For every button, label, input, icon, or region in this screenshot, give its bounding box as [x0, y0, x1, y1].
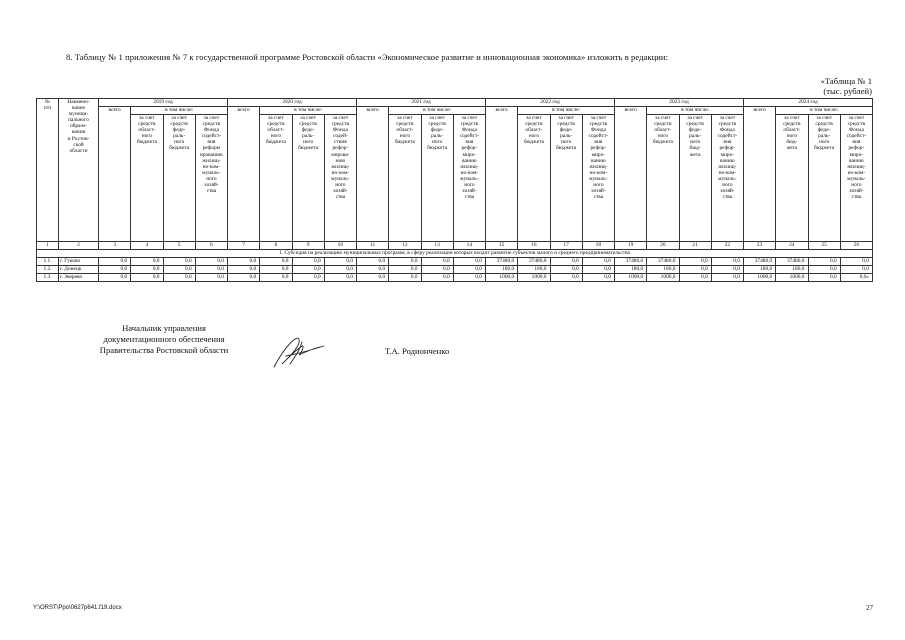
table-cell: 0,0: [163, 266, 195, 274]
table-cell: 37480,0: [518, 258, 550, 266]
header-municipality: Наимено- вание муници- пального образо- вания и Ростов- ской области: [59, 99, 99, 242]
table-cell: 0,0: [324, 258, 356, 266]
header-including: в том числе:: [518, 107, 615, 115]
table-cell: 0,0: [421, 266, 453, 274]
header-funding-source: за счет средств феде- раль- ного бюджета: [163, 115, 195, 242]
table-cell: 0,0: [357, 274, 389, 282]
table-cell: 180,0: [647, 266, 679, 274]
column-number: 23: [744, 242, 776, 250]
table-cell: 0,0: [840, 266, 872, 274]
section-row: [37, 250, 873, 258]
table-cell: 0,0: [582, 274, 614, 282]
table-cell: 0,0: [228, 274, 260, 282]
table-cell: 0,0: [421, 258, 453, 266]
table-cell: 0,0: [453, 258, 485, 266]
table-cell: 0,0: [357, 258, 389, 266]
header-funding-source: за счет средств област- ного бюджета: [647, 115, 679, 242]
table-cell: 37480,0: [615, 258, 647, 266]
header-funding-source: за счет средств област- ного бюджета: [131, 115, 163, 242]
table-cell: 0,0: [453, 266, 485, 274]
row-number: 1.2.: [37, 266, 59, 274]
header-total: всего: [744, 107, 776, 242]
column-number: 9: [292, 242, 324, 250]
table-cell: 0,0: [808, 258, 840, 266]
table-cell: 180,0: [615, 266, 647, 274]
signatory-title: [64, 323, 264, 356]
column-number: 7: [228, 242, 260, 250]
table-cell: 0,0: [131, 266, 163, 274]
column-number: 15: [486, 242, 518, 250]
header-year: 2024 год: [744, 99, 873, 107]
page-number: 27: [866, 604, 873, 612]
column-number: 14: [453, 242, 485, 250]
column-number: 12: [389, 242, 421, 250]
table-cell: 0,0: [99, 266, 131, 274]
header-funding-source: за счет средств феде- раль- ного бюджета: [808, 115, 840, 242]
column-number: 6: [195, 242, 227, 250]
column-numbers-row: [37, 242, 873, 250]
table-cell: 0,0: [163, 258, 195, 266]
table-cell: 0,0: [679, 266, 711, 274]
column-number: 1: [37, 242, 59, 250]
table-cell: 1000,0: [518, 274, 550, 282]
table-cell: 180,0: [744, 266, 776, 274]
column-number: 17: [550, 242, 582, 250]
column-number: 11: [357, 242, 389, 250]
table-cell: 37480,0: [776, 258, 808, 266]
column-number: 10: [324, 242, 356, 250]
table-cell: 0,0: [389, 274, 421, 282]
row-municipality: г. Зверево: [59, 274, 99, 282]
row-municipality: г. Донецк: [59, 266, 99, 274]
header-row-years: [37, 99, 873, 107]
header-including: в том числе:: [647, 107, 744, 115]
header-funding-source: за счет средств Фонда содейст- вия рефор- миро- ванию жилищ- но-ком- муналь- ного хозяй- ства: [711, 115, 743, 242]
table-cell: 37480,0: [647, 258, 679, 266]
table-cell: 0,0: [550, 266, 582, 274]
table-cell: 0,0: [195, 258, 227, 266]
header-total: всего: [99, 107, 131, 242]
table-cell: 0,0: [324, 266, 356, 274]
header-total: всего: [486, 107, 518, 242]
table-cell: 0,0: [324, 274, 356, 282]
table-cell: 180,0: [518, 266, 550, 274]
header-year: 2023 год: [615, 99, 744, 107]
table-unit: (тыс. рублей): [823, 86, 872, 96]
header-funding-source: за счет средств област- ного бюджета: [518, 115, 550, 242]
table-cell: 0,0: [421, 274, 453, 282]
table-cell: 0,0: [711, 258, 743, 266]
column-number: 20: [647, 242, 679, 250]
table-cell: 0,0: [808, 266, 840, 274]
column-number: 25: [808, 242, 840, 250]
header-funding-source: за счет средств Фонда содейст- вия реформ ированию жилищ- но-ком- муналь- ного хозяй- ства: [195, 115, 227, 242]
table-cell: 0,0: [711, 266, 743, 274]
table-cell: 0,0: [550, 258, 582, 266]
table-cell: 0,0: [357, 266, 389, 274]
signatory-title-line: Начальник управления: [122, 323, 206, 333]
table-cell: 0,0: [840, 258, 872, 266]
table-cell: 0,0»: [840, 274, 872, 282]
header-funding-source: за счет средств област- ного бюджета: [389, 115, 421, 242]
column-number: 19: [615, 242, 647, 250]
signatory-name: Т.А. Родионченко: [385, 346, 450, 356]
table-cell: 180,0: [776, 266, 808, 274]
table-cell: 0,0: [808, 274, 840, 282]
header-funding-source: за счет средств Фонда содейст- вия рефор- миро- ванию жилищ- но-ком- муналь- ного хозяй- ства: [840, 115, 872, 242]
table-cell: 0,0: [228, 266, 260, 274]
header-row-totals: [37, 107, 873, 115]
header-funding-source: за счет средств област- ного бюджета: [260, 115, 292, 242]
table-cell: 0,0: [99, 274, 131, 282]
header-total: всего: [357, 107, 389, 242]
table-cell: 1000,0: [647, 274, 679, 282]
table-cell: 0,0: [453, 274, 485, 282]
column-number: 8: [260, 242, 292, 250]
column-number: 18: [582, 242, 614, 250]
table-cell: 1000,0: [615, 274, 647, 282]
header-funding-source: за счет средств феде- раль- ного бюд- жета: [679, 115, 711, 242]
table-cell: 0,0: [228, 258, 260, 266]
signatory-title-line: документационного обеспечения: [103, 334, 225, 344]
table-caption: [821, 76, 872, 96]
table-cell: 0,0: [582, 258, 614, 266]
table-cell: 0,0: [711, 274, 743, 282]
table-cell: 1000,0: [776, 274, 808, 282]
header-funding-source: за счет средств област- ного бюд- жета: [776, 115, 808, 242]
table-cell: 0,0: [99, 258, 131, 266]
header-including: в том числе:: [131, 107, 228, 115]
table-cell: 0,0: [389, 258, 421, 266]
table-row: [37, 274, 873, 282]
header-funding-source: за счет средств Фонда содейст- вия рефор- миро- ванию жилищ- но-ком- муналь- ного хозяй- ства: [453, 115, 485, 242]
table-cell: 0,0: [550, 274, 582, 282]
header-including: в том числе:: [389, 107, 486, 115]
table-cell: 0,0: [292, 266, 324, 274]
table-cell: 0,0: [195, 274, 227, 282]
column-number: 26: [840, 242, 872, 250]
column-number: 5: [163, 242, 195, 250]
header-funding-source: за счет средств Фонда содей- ствия рефор- мирова- нию жилищ- но-ком- муналь- ного хозяй- ства: [324, 115, 356, 242]
table-cell: 0,0: [679, 258, 711, 266]
header-total: всего: [615, 107, 647, 242]
table-row: [37, 258, 873, 266]
table-cell: 0,0: [679, 274, 711, 282]
row-municipality: г. Гуково: [59, 258, 99, 266]
column-number: 21: [679, 242, 711, 250]
header-funding-source: за счет средств феде- раль- ного бюджета: [550, 115, 582, 242]
column-number: 24: [776, 242, 808, 250]
row-number: 1.1.: [37, 258, 59, 266]
column-number: 3: [99, 242, 131, 250]
row-number: 1.3.: [37, 274, 59, 282]
header-total: всего: [228, 107, 260, 242]
table-cell: 0,0: [389, 266, 421, 274]
table-cell: 37480,0: [744, 258, 776, 266]
table-cell: 1000,0: [486, 274, 518, 282]
column-number: 2: [59, 242, 99, 250]
header-year: 2022 год: [486, 99, 615, 107]
header-funding-source: за счет средств феде- раль- ного бюджета: [421, 115, 453, 242]
header-including: в том числе:: [776, 107, 873, 115]
column-number: 16: [518, 242, 550, 250]
header-including: в том числе:: [260, 107, 357, 115]
header-number: № п/п: [37, 99, 59, 242]
table-cell: 0,0: [292, 274, 324, 282]
table-cell: 180,0: [486, 266, 518, 274]
table-cell: 0,0: [131, 274, 163, 282]
table-title: «Таблица № 1: [820, 76, 872, 86]
header-funding-source: за счет средств феде- раль- ного бюджета: [292, 115, 324, 242]
column-number: 4: [131, 242, 163, 250]
table-row: [37, 266, 873, 274]
header-year: 2020 год: [228, 99, 357, 107]
table-cell: 0,0: [131, 258, 163, 266]
header-year: 2019 год: [99, 99, 228, 107]
table-cell: 0,0: [260, 258, 292, 266]
table-cell: 1000,0: [744, 274, 776, 282]
table-cell: 0,0: [163, 274, 195, 282]
funding-table: [36, 98, 873, 282]
handwritten-signature: [268, 334, 328, 374]
table-cell: 0,0: [260, 266, 292, 274]
signatory-title-line: Правительства Ростовской области: [99, 345, 229, 355]
footer-file-path: Y:\ORST\Ppo\0627p641.f19.docx: [33, 605, 122, 611]
table-cell: 0,0: [582, 266, 614, 274]
section-title: 1. Субсидия на реализацию муниципальных программ, в сферу реализации которых входит развитие субъектов малого и среднего предпринимательства: [37, 250, 873, 258]
table-cell: 0,0: [260, 274, 292, 282]
intro-paragraph: 8. Таблицу № 1 приложения № 7 к государственной программе Ростовской области «Экономическое развитие и инновационная экономика» изложить в редакции:: [66, 52, 669, 62]
column-number: 22: [711, 242, 743, 250]
table-cell: 0,0: [195, 266, 227, 274]
header-year: 2021 год: [357, 99, 486, 107]
table-cell: 0,0: [292, 258, 324, 266]
column-number: 13: [421, 242, 453, 250]
header-funding-source: за счет средств Фонда содейст- вия рефор- миро- ванию жилищ- но-ком- муналь- ного хозяй- ства: [582, 115, 614, 242]
table-cell: 37480,0: [486, 258, 518, 266]
